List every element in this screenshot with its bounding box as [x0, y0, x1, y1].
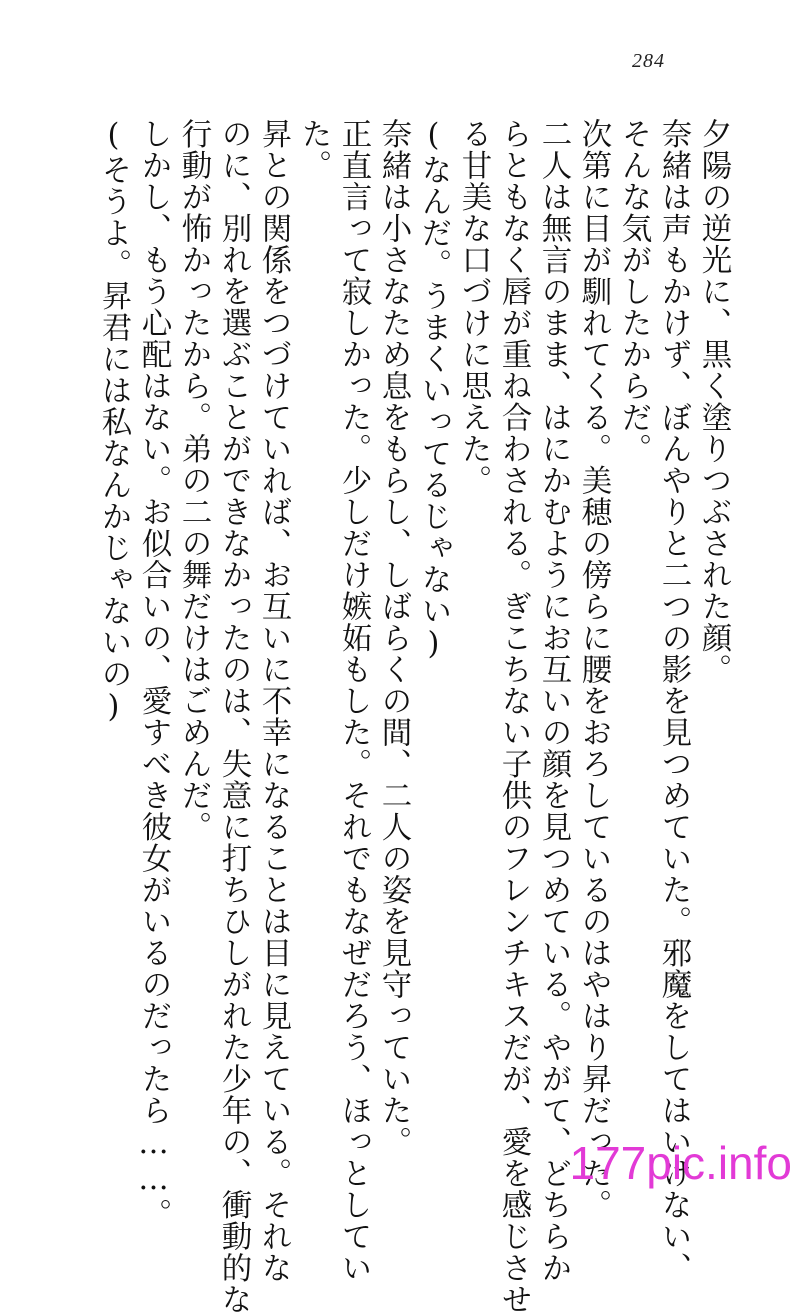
- text-line: る甘美な口づけに思えた。: [456, 118, 491, 496]
- text-line: らともなく唇が重ね合わされる。ぎこちない子供のフレンチキスだが、愛を感じさせ: [496, 118, 531, 1315]
- text-line: た。: [296, 118, 331, 181]
- text-line: 二人は無言のまま、はにかむようにお互いの顔を見つめている。やがて、どちらか: [536, 118, 571, 1284]
- watermark-link[interactable]: 177pic.info: [569, 1137, 792, 1189]
- text-line: 行動が怖かったから。弟の二の舞だけはごめんだ。: [176, 118, 211, 843]
- text-line: 奈緒は声もかけず、ぼんやりと二つの影を見つめていた。邪魔をしてはいけない、: [656, 118, 691, 1284]
- text-line: 昇との関係をつづけていれば、お互いに不幸になることは目に見えている。それな: [256, 118, 291, 1284]
- text-line: のに、別れを選ぶことができなかったのは、失意に打ちひしがれた少年の、衝動的な: [216, 118, 251, 1315]
- text-line: (そうよ。昇君には私なんかじゃないの): [96, 118, 131, 726]
- text-line: 奈緒は小さなため息をもらし、しばらくの間、二人の姿を見守っていた。: [376, 118, 411, 1158]
- text-line: 正直言って寂しかった。少しだけ嫉妬もした。それでもなぜだろう、ほっとしてい: [336, 118, 371, 1284]
- page-number: 284: [632, 50, 665, 72]
- text-line: 次第に目が馴れてくる。美穂の傍らに腰をおろしているのはやはり昇だった。: [576, 118, 611, 1221]
- text-line: そんな気がしたからだ。: [616, 118, 651, 465]
- text-line: 夕陽の逆光に、黒く塗りつぶされた顔。: [696, 118, 731, 685]
- text-line: (なんだ。うまくいってるじゃない): [416, 118, 451, 663]
- text-line: しかし、もう心配はない。お似合いの、愛すべき彼女がいるのだったら……。: [136, 118, 171, 1230]
